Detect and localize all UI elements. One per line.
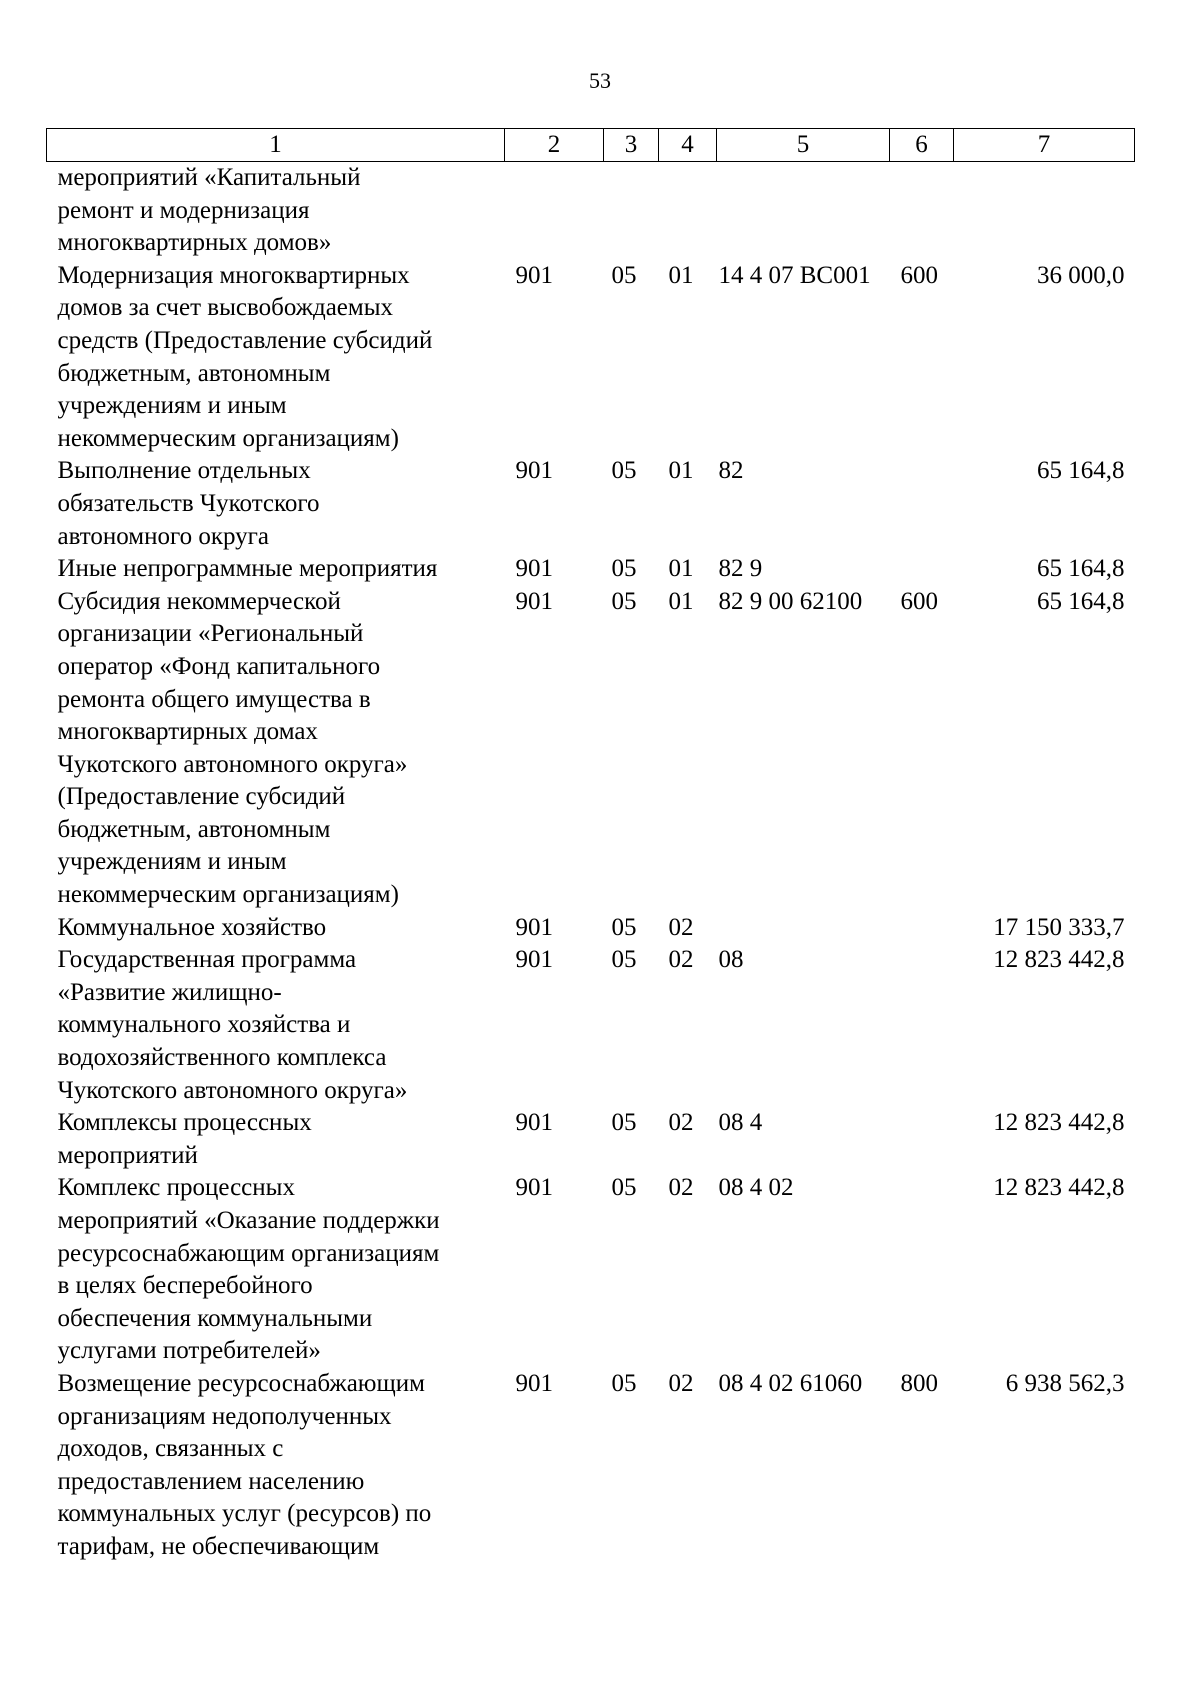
cell-amount xyxy=(954,162,1135,260)
cell-name-line: Комплекс процессных xyxy=(57,1174,295,1202)
table-row xyxy=(47,586,1135,912)
cell-target-article: 08 4 02 xyxy=(718,1174,794,1202)
cell-name-line: средств (Предоставление субсидий xyxy=(57,326,433,354)
cell-target-article xyxy=(717,912,890,945)
cell-section: 05 xyxy=(611,587,637,615)
cell-name-line: мероприятий «Капитальный xyxy=(57,164,361,191)
cell-name-line: Комплексы процессных xyxy=(57,1109,312,1137)
cell-name-line: автономного округа xyxy=(57,522,270,550)
cell-amount: 6 938 562,3 xyxy=(1005,1369,1125,1397)
table-row xyxy=(47,162,1135,260)
cell-target-article: 82 xyxy=(718,457,744,485)
cell-name xyxy=(47,944,505,1107)
cell-name-line: многоквартирных домах xyxy=(57,718,318,746)
header-col-4: 4 xyxy=(659,129,717,162)
table-row xyxy=(47,553,1135,586)
cell-name-line: Субсидия некоммерческой xyxy=(57,587,341,615)
page-number: 53 xyxy=(589,68,611,93)
header-row xyxy=(47,129,1135,162)
table-row xyxy=(47,455,1135,553)
cell-amount: 12 823 442,8 xyxy=(993,946,1125,974)
cell-name-line: обеспечения коммунальными xyxy=(57,1304,373,1332)
cell-target-article: 08 xyxy=(718,946,744,974)
cell-name-line: Чукотского автономного округа» xyxy=(57,750,408,778)
table-row xyxy=(47,1172,1135,1368)
header-col-6: 6 xyxy=(890,129,954,162)
cell-expense-type xyxy=(890,912,954,945)
cell-name xyxy=(47,1368,505,1564)
cell-name-line: домов за счет высвобождаемых xyxy=(57,294,394,322)
cell-subsection: 02 xyxy=(668,1369,694,1397)
cell-amount: 65 164,8 xyxy=(1037,555,1125,583)
cell-name-line: водохозяйственного комплекса xyxy=(57,1044,387,1072)
cell-admin-code: 901 xyxy=(515,555,553,583)
cell-admin-code: 901 xyxy=(515,913,553,941)
cell-expense-type: 600 xyxy=(900,587,938,615)
table-body xyxy=(47,162,1135,1564)
cell-expense-type xyxy=(890,162,954,260)
cell-section: 05 xyxy=(611,1109,637,1137)
cell-target-article: 82 9 xyxy=(718,555,763,583)
cell-target-article: 82 9 00 62100 xyxy=(718,587,863,615)
cell-name-line: Выполнение отдельных xyxy=(57,457,311,485)
cell-admin-code: 901 xyxy=(515,946,553,974)
cell-admin-code: 901 xyxy=(515,261,553,289)
cell-name-line: предоставлением населению xyxy=(57,1467,365,1495)
cell-expense-type xyxy=(890,455,954,553)
cell-amount: 17 150 333,7 xyxy=(993,913,1125,941)
cell-name xyxy=(47,586,505,912)
cell-subsection: 02 xyxy=(668,913,694,941)
cell-target-article: 08 4 xyxy=(718,1109,763,1137)
header-col-1: 1 xyxy=(47,129,505,162)
cell-section: 05 xyxy=(611,913,637,941)
cell-expense-type xyxy=(890,944,954,1107)
cell-admin-code xyxy=(505,162,604,260)
cell-admin-code: 901 xyxy=(515,1174,553,1202)
cell-subsection xyxy=(659,162,717,260)
cell-target-article: 08 4 02 61060 xyxy=(718,1369,863,1397)
cell-name-line: бюджетным, автономным xyxy=(57,359,331,387)
cell-name-line: «Развитие жилищно- xyxy=(57,978,282,1006)
cell-name-line: организации «Региональный xyxy=(57,620,364,648)
cell-expense-type xyxy=(890,1107,954,1172)
cell-admin-code: 901 xyxy=(515,1109,553,1137)
cell-admin-code: 901 xyxy=(515,1369,553,1397)
cell-name xyxy=(47,1172,505,1368)
table-row xyxy=(47,944,1135,1107)
cell-name xyxy=(47,260,505,456)
cell-expense-type xyxy=(890,553,954,586)
cell-name-line: ресурсоснабжающим организациям xyxy=(57,1239,440,1267)
cell-subsection: 02 xyxy=(668,946,694,974)
cell-name-line: коммунальных услуг (ресурсов) по xyxy=(57,1500,432,1528)
cell-expense-type: 800 xyxy=(900,1369,938,1397)
header-col-5: 5 xyxy=(717,129,890,162)
cell-name-line: в целях бесперебойного xyxy=(57,1272,313,1300)
cell-section: 05 xyxy=(611,946,637,974)
cell-name-line: бюджетным, автономным xyxy=(57,815,331,843)
cell-name-line: Чукотского автономного округа» xyxy=(57,1076,408,1104)
cell-section xyxy=(604,162,659,260)
cell-amount: 65 164,8 xyxy=(1037,457,1125,485)
cell-name xyxy=(47,553,505,586)
cell-name-line: Коммунальное хозяйство xyxy=(57,913,327,941)
table-row xyxy=(47,1368,1135,1564)
cell-amount: 12 823 442,8 xyxy=(993,1174,1125,1202)
cell-name-line: Иные непрограммные мероприятия xyxy=(57,555,438,583)
cell-name xyxy=(47,912,505,945)
cell-admin-code: 901 xyxy=(515,587,553,615)
cell-subsection: 01 xyxy=(668,261,694,289)
cell-name-line: Модернизация многоквартирных xyxy=(57,261,410,289)
cell-name-line: обязательств Чукотского xyxy=(57,489,320,517)
cell-name-line: организациям недополученных xyxy=(57,1402,392,1430)
cell-name-line: мероприятий xyxy=(57,1141,198,1169)
cell-subsection: 01 xyxy=(668,457,694,485)
cell-name-line: некоммерческим организациям) xyxy=(57,424,399,452)
cell-name-line: многоквартирных домов» xyxy=(57,229,332,257)
cell-target-article xyxy=(717,162,890,260)
cell-name-line: учреждениям и иным xyxy=(57,848,287,876)
cell-section: 05 xyxy=(611,1174,637,1202)
header-col-3: 3 xyxy=(604,129,659,162)
budget-table xyxy=(46,128,1135,1564)
cell-target-article: 14 4 07 ВС001 xyxy=(718,261,871,289)
table-row xyxy=(47,1107,1135,1172)
cell-name-line: Возмещение ресурсоснабжающим xyxy=(57,1369,425,1397)
cell-name-line: доходов, связанных с xyxy=(57,1435,284,1463)
cell-name-line: коммунального хозяйства и xyxy=(57,1011,351,1039)
cell-subsection: 01 xyxy=(668,555,694,583)
table-row xyxy=(47,260,1135,456)
cell-name xyxy=(47,455,505,553)
cell-name xyxy=(47,1107,505,1172)
cell-amount: 12 823 442,8 xyxy=(993,1109,1125,1137)
cell-name xyxy=(47,162,505,260)
cell-name-line: тарифам, не обеспечивающим xyxy=(57,1532,380,1560)
cell-section: 05 xyxy=(611,555,637,583)
cell-name-line: (Предоставление субсидий xyxy=(57,783,346,811)
cell-name-line: мероприятий «Оказание поддержки xyxy=(57,1207,440,1234)
cell-admin-code: 901 xyxy=(515,457,553,485)
cell-name-line: оператор «Фонд капитального xyxy=(57,652,381,680)
cell-expense-type xyxy=(890,1172,954,1368)
cell-name-line: Государственная программа xyxy=(57,946,357,974)
cell-name-line: ремонта общего имущества в xyxy=(57,685,371,713)
table-row xyxy=(47,912,1135,945)
cell-expense-type: 600 xyxy=(900,261,938,289)
cell-amount: 36 000,0 xyxy=(1037,261,1125,289)
cell-name-line: учреждениям и иным xyxy=(57,392,287,420)
cell-subsection: 02 xyxy=(668,1174,694,1202)
cell-section: 05 xyxy=(611,457,637,485)
cell-amount: 65 164,8 xyxy=(1037,587,1125,615)
cell-section: 05 xyxy=(611,1369,637,1397)
cell-name-line: ремонт и модернизация xyxy=(57,196,310,224)
header-col-7: 7 xyxy=(954,129,1135,162)
cell-name-line: услугами потребителей» xyxy=(57,1337,321,1365)
cell-subsection: 02 xyxy=(668,1109,694,1137)
cell-subsection: 01 xyxy=(668,587,694,615)
cell-section: 05 xyxy=(611,261,637,289)
cell-name-line: некоммерческим организациям) xyxy=(57,881,399,909)
header-col-2: 2 xyxy=(505,129,604,162)
